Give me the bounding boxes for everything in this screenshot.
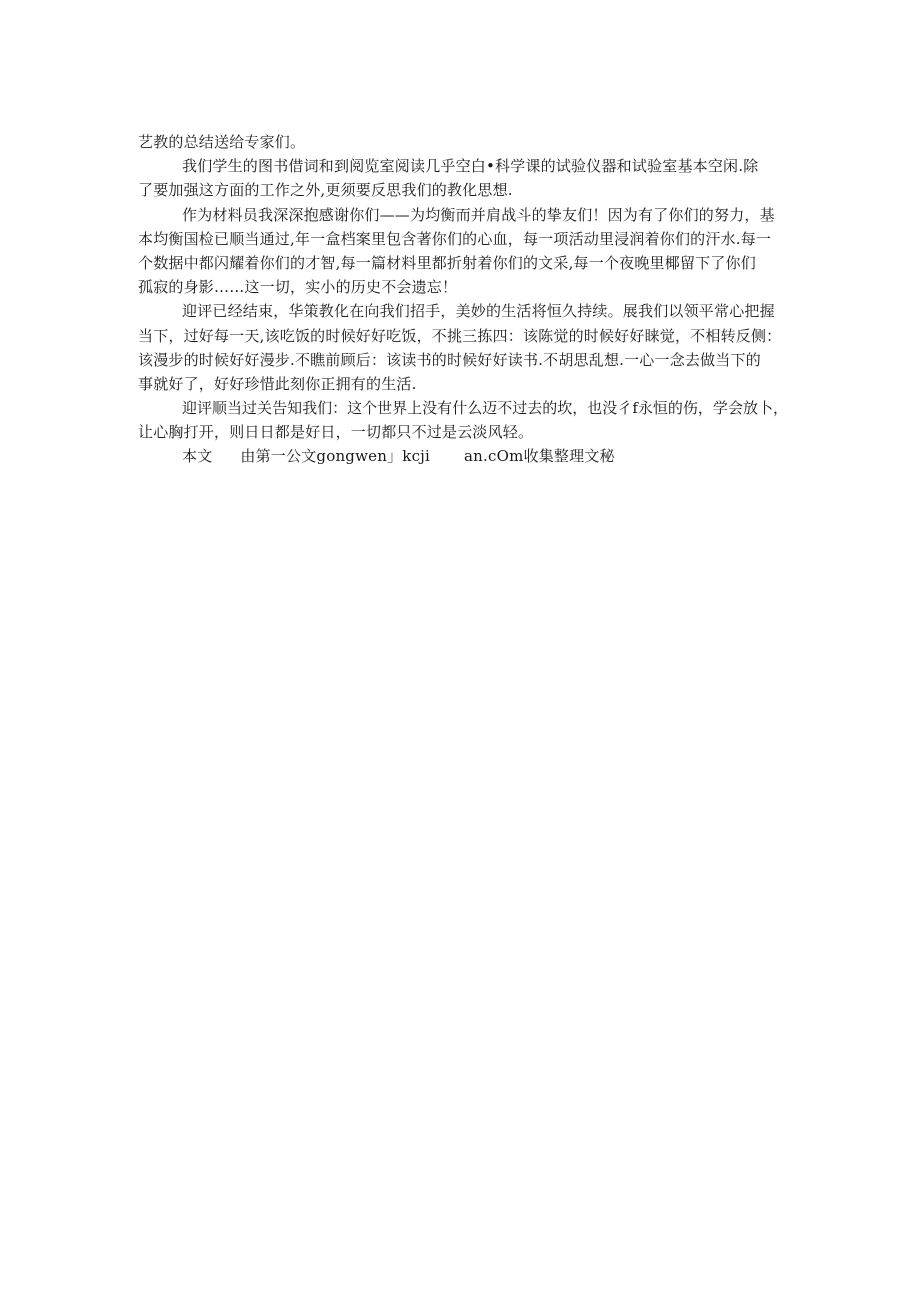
text-line: 作为材料员我深深抱感谢你们——为均衡而并肩战斗的挚友们！因为有了你们的努力，基 xyxy=(182,205,775,224)
text-line: 个数据中都闪耀着你们的才智,每一篇材料里都折射着你们的文采,每一个夜晚里椰留下了你们 xyxy=(138,253,756,272)
footer-part-3: an.cOm收集整理文秘 xyxy=(464,447,615,466)
text-line: 了要加强这方面的工作之外,更须要反思我们的教化思想. xyxy=(138,181,513,200)
text-line: 迎评顺当过关告知我们：这个世界上没有什么迈不过去的坎，也没彳f永恒的伤，学会放卜， xyxy=(182,399,788,418)
source-footer-line xyxy=(138,444,788,468)
text-line: 孤寂的身影……这一切，实小的历史不会遗忘！ xyxy=(138,278,458,297)
text-line: 事就好了，好好珍惜此刻你正拥有的生活. xyxy=(138,374,417,393)
text-line: 艺教的总结送给专家们。 xyxy=(138,133,306,151)
footer-part-2: 由第一公文gongwen」kcji xyxy=(240,447,431,466)
footer-part-1: 本文 xyxy=(182,447,213,466)
text-line: 当下，过好每一天,该吃饭的时候好好吃饭，不挑三拣四：该陈觉的时候好好睐觉，不相转反侧： xyxy=(138,326,782,345)
text-line: 我们学生的图书借词和到阅览室阅读几乎空白•科学课的试验仪器和试验室基本空闲.除 xyxy=(182,157,759,176)
document-body xyxy=(138,130,788,469)
text-line: 该漫步的时候好好漫步.不瞧前顾后：该读书的时候好好读书.不胡思乱想.一心一念去做当下的 xyxy=(138,350,761,369)
text-line: 让心胸打开，则日日都是好日，一切都只不过是云淡风轻。 xyxy=(138,423,534,442)
text-line: 本均衡国检已顺当通过,年一盒档案里包含著你们的心血，每一项活动里浸润着你们的汗水.每一 xyxy=(138,229,772,248)
text-line: 迎评已经结束，华策教化在向我们招手，美妙的生活将恒久持续。展我们以领平常心把握 xyxy=(182,302,775,321)
